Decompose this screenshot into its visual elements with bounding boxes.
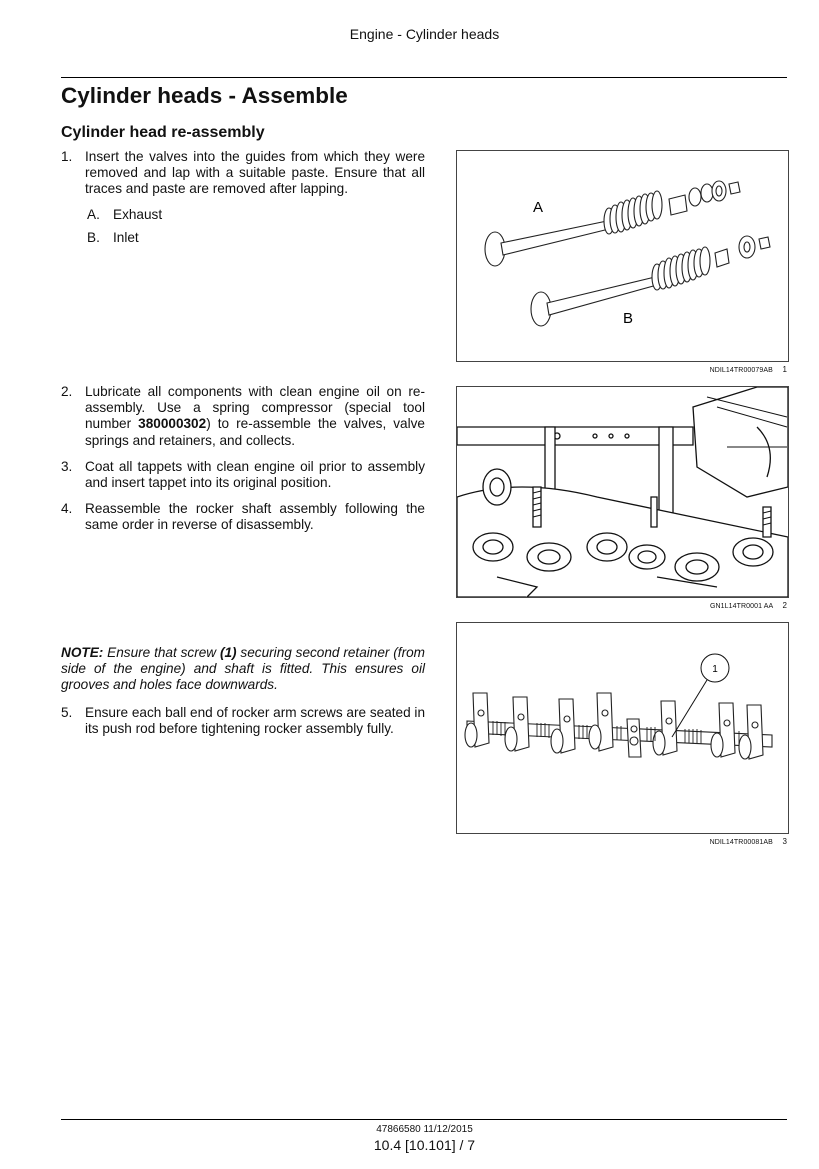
footer-page-number: 10.4 [10.101] / 7 [373,1137,476,1153]
figure-code: GN1L14TR0001 AA [709,603,773,610]
figure-code: NDIL14TR00079AB [709,367,773,374]
figure-2-caption [640,601,787,610]
running-header: Engine - Cylinder heads [349,26,500,42]
step-number: 1. [61,149,73,164]
valve-illustration [457,151,788,361]
section-title: Cylinder head re-assembly [61,124,265,141]
figure-2-cylinder-head [456,386,789,598]
sub-item-label: Exhaust [113,207,163,222]
note-ref: (1) [219,645,237,660]
note [61,645,425,694]
sub-item-inlet [87,230,139,245]
sub-item-letter: B. [87,230,100,245]
figure-number: 2 [782,601,787,610]
step-number: 3. [61,459,73,474]
step-text: Reassemble the rocker shaft assembly following the same order in reverse of disassembly. [85,501,425,533]
figure-1-valves [456,150,789,362]
sub-item-exhaust [87,207,162,222]
figure-3-caption [640,837,787,846]
step-4 [61,501,425,533]
step-1 [61,149,425,198]
rocker-shaft-illustration [457,623,788,833]
sub-item-label: Inlet [113,230,139,245]
callout-1: 1 [712,664,718,675]
note-text: Ensure that screw [107,645,220,660]
sub-item-letter: A. [87,207,100,222]
step-2 [61,384,425,449]
figure-code: NDIL14TR00081AB [709,839,773,846]
step-number: 5. [61,705,73,720]
note-text: securing second retainer (from side of the engine) and shaft is fitted. This ensures oil grooves and holes face downwards. [61,645,425,693]
figure-number: 1 [782,365,787,374]
step-text: Ensure each ball end of rocker arm screws are seated in its push rod before tightening rocker assembly fully. [85,705,426,737]
tool-number: 380000302 [138,416,207,432]
footer-rule [61,1119,787,1120]
cylinder-head-illustration [457,387,788,597]
figure-3-rocker-shaft [456,622,789,834]
step-text-part: ) to re-assemble the valves, valve springs and retainers, and collects. [85,416,425,448]
figure-1-caption [640,365,787,374]
step-5 [61,705,425,737]
step-text-part: Lubricate all components with clean engine oil on re-assembly. Use a spring compressor (special tool number [85,384,425,432]
callout-b: B [623,310,634,327]
footer-doc-line: 47866580 11/12/2015 [376,1124,473,1135]
callout-a: A [533,199,544,216]
header-rule [61,77,787,78]
step-number: 2. [61,384,73,399]
step-3 [61,459,425,491]
step-number: 4. [61,501,73,516]
page-title: Cylinder heads - Assemble [61,83,348,108]
step-text [85,384,425,449]
note-label: NOTE: [61,645,104,660]
step-text: Coat all tappets with clean engine oil prior to assembly and insert tappet into its original position. [85,459,425,491]
step-text: Insert the valves into the guides from which they were removed and lap with a suitable paste. Ensure that all traces and paste are removed after lapping. [85,149,425,197]
figure-number: 3 [782,837,787,846]
